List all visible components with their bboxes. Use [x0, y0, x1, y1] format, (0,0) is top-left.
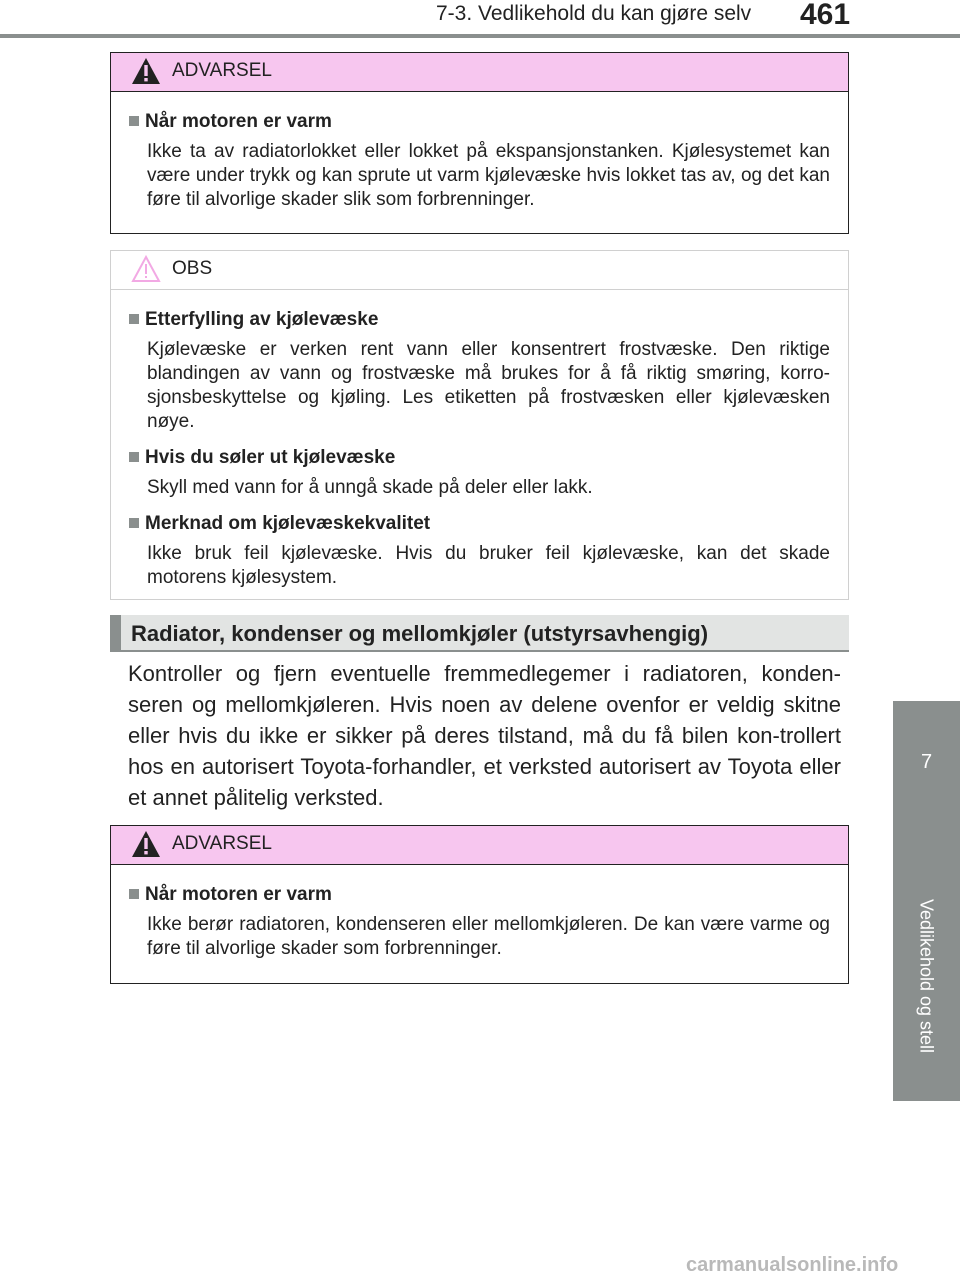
warning-box-title: ADVARSEL	[172, 833, 272, 854]
chapter-tab	[893, 701, 960, 1101]
chapter-number: 7	[920, 751, 933, 773]
notice-box-coolant	[110, 250, 849, 600]
item-text: Skyll med vann for å unngå skade på deler eller lakk.	[147, 477, 593, 498]
warning-box-header	[111, 53, 848, 92]
item-text: Ikke berør radiatoren, kondenseren eller mellomkjøleren. De kan være varme og føre til alvorlige skader som forbrenninger.	[147, 914, 830, 959]
warning-box-hot-radiator	[110, 825, 849, 984]
section-heading: 7-3. Vedlikehold du kan gjøre selv	[436, 2, 752, 25]
item-text: Kjølevæske er verken rent vann eller konsentrert frostvæske. Den riktige blandingen av vann og frostvæske må brukes for å få riktig smøring, korro-sjonsbeskyttelse og kjøling. Les etiketten på frostvæsken eller kjølevæsken nøye.	[147, 339, 830, 432]
warning-box-hot-engine-cap	[110, 52, 849, 234]
item-text: Ikke bruk feil kjølevæske. Hvis du bruker feil kjølevæske, kan det skade motorens kjølesystem.	[147, 543, 830, 588]
page-header	[0, 0, 960, 40]
square-bullet-icon	[129, 889, 139, 899]
square-bullet-icon	[129, 452, 139, 462]
item-heading: Når motoren er varm	[129, 110, 830, 134]
item-text: Ikke ta av radiatorlokket eller lokket på ekspansjonstanken. Kjølesystemet kan være under trykk og kan sprute ut varm kjølevæske hvis lokket tas av, og det kan føre til alvorlige skader slik som forbrenninger.	[147, 141, 830, 210]
warning-triangle-outline-icon	[131, 255, 161, 283]
square-bullet-icon	[129, 518, 139, 528]
warning-triangle-filled-icon	[131, 830, 161, 858]
warning-triangle-filled-icon	[131, 57, 161, 85]
section-paragraph: Kontroller og fjern eventuelle fremmedlegemer i radiatoren, konden-seren og mellomkjøleren. Hvis noen av delene ovenfor er veldig skitne eller hvis du ikke er sikker på deres tilstand, må du få bilen kon-trollert hos en autorisert Toyota-forhandler, et verksted autorisert av Toyota eller et annet pålitelig verksted.	[128, 661, 841, 810]
page-number: 461	[800, 0, 851, 31]
watermark: carmanualsonline.info	[686, 1254, 899, 1276]
warning-box-header	[111, 826, 848, 865]
square-bullet-icon	[129, 314, 139, 324]
notice-box-title: OBS	[172, 258, 213, 279]
section-underline	[110, 650, 849, 652]
section-title: Radiator, kondenser og mellomkjøler (utstyrsavhengig)	[131, 621, 709, 646]
chapter-label: Vedlikehold og stell	[916, 898, 937, 1054]
item-heading: Merknad om kjølevæskekvalitet	[129, 512, 830, 536]
warning-box-title: ADVARSEL	[172, 60, 272, 81]
item-heading: Når motoren er varm	[129, 883, 830, 907]
item-heading: Etterfylling av kjølevæske	[129, 308, 830, 332]
section-heading-bar	[110, 615, 849, 651]
header-rule	[0, 34, 960, 38]
item-heading: Hvis du søler ut kjølevæske	[129, 446, 830, 470]
notice-box-header	[111, 251, 848, 290]
square-bullet-icon	[129, 116, 139, 126]
